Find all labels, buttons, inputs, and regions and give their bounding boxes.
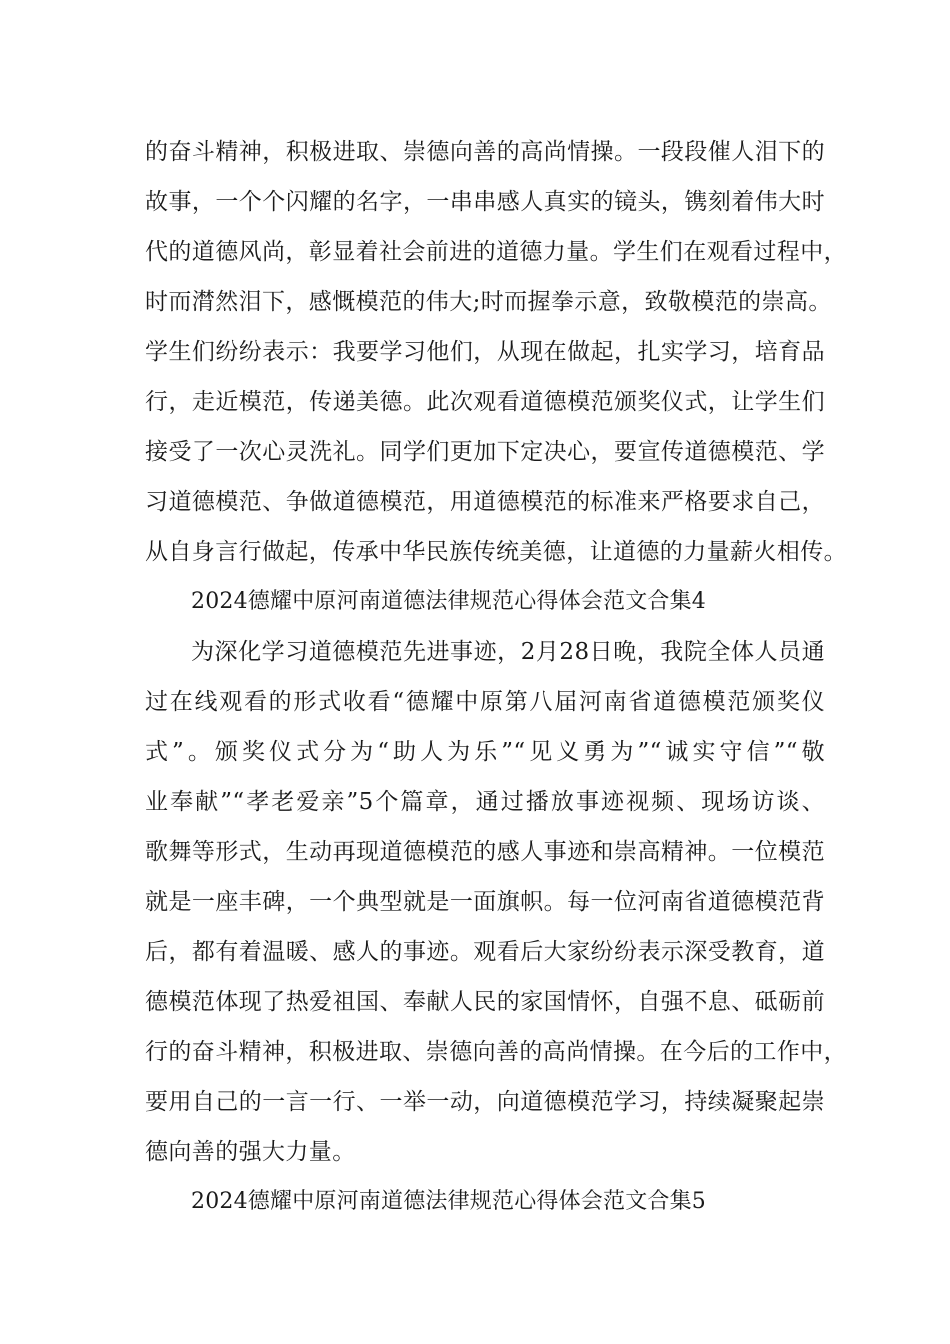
paragraph-2-line-7: 后，都有着温暖、感人的事迹。观看后大家纷纷表示深受教育，道 bbox=[145, 939, 825, 965]
paragraph-1-line-6: 行，走近模范，传递美德。此次观看道德模范颁奖仪式，让学生们 bbox=[145, 389, 825, 415]
paragraph-1-line-5: 学生们纷纷表示：我要学习他们，从现在做起，扎实学习，培育品 bbox=[145, 339, 825, 365]
paragraph-1-line-7: 接受了一次心灵洗礼。同学们更加下定决心，要宣传道德模范、学 bbox=[145, 439, 825, 465]
paragraph-1-line-9: 从自身言行做起，传承中华民族传统美德，让道德的力量薪火相传。 bbox=[145, 539, 847, 565]
paragraph-1-line-4: 时而潸然泪下，感慨模范的伟大;时而握拳示意，致敬模范的崇高。 bbox=[145, 289, 832, 315]
paragraph-2-line-2: 过在线观看的形式收看“德耀中原第八届河南省道德模范颁奖仪 bbox=[145, 689, 825, 715]
paragraph-1-line-2: 故事，一个个闪耀的名字，一串串感人真实的镜头，镌刻着伟大时 bbox=[145, 189, 825, 215]
paragraph-2-line-11: 德向善的强大力量。 bbox=[145, 1139, 356, 1165]
paragraph-2-line-8: 德模范体现了热爱祖国、奉献人民的家国情怀，自强不息、砥砺前 bbox=[145, 989, 825, 1015]
paragraph-2-line-9: 行的奋斗精神，积极进取、崇德向善的高尚情操。在今后的工作中， bbox=[145, 1039, 847, 1065]
paragraph-2-line-6: 就是一座丰碑，一个典型就是一面旗帜。每一位河南省道德模范背 bbox=[145, 889, 825, 915]
section-heading-4: 2024德耀中原河南道德法律规范心得体会范文合集4 bbox=[191, 589, 706, 614]
paragraph-2-line-4: 业奉献”“孝老爱亲”5个篇章，通过播放事迹视频、现场访谈、 bbox=[145, 789, 825, 815]
paragraph-2-line-10: 要用自己的一言一行、一举一动，向道德模范学习，持续凝聚起崇 bbox=[145, 1089, 825, 1115]
section-heading-5: 2024德耀中原河南道德法律规范心得体会范文合集5 bbox=[191, 1189, 706, 1214]
paragraph-2-line-3: 式”。颁奖仪式分为“助人为乐”“见义勇为”“诚实守信”“敬 bbox=[145, 739, 825, 765]
paragraph-1-line-1: 的奋斗精神，积极进取、崇德向善的高尚情操。一段段催人泪下的 bbox=[145, 139, 825, 165]
paragraph-1-line-8: 习道德模范、争做道德模范，用道德模范的标准来严格要求自己， bbox=[145, 489, 825, 515]
paragraph-2-line-1: 为深化学习道德模范先进事迹，2月28日晚，我院全体人员通 bbox=[191, 639, 825, 665]
paragraph-2-line-5: 歌舞等形式，生动再现道德模范的感人事迹和崇高精神。一位模范 bbox=[145, 839, 825, 865]
paragraph-1-line-3: 代的道德风尚，彰显着社会前进的道德力量。学生们在观看过程中， bbox=[145, 239, 847, 265]
